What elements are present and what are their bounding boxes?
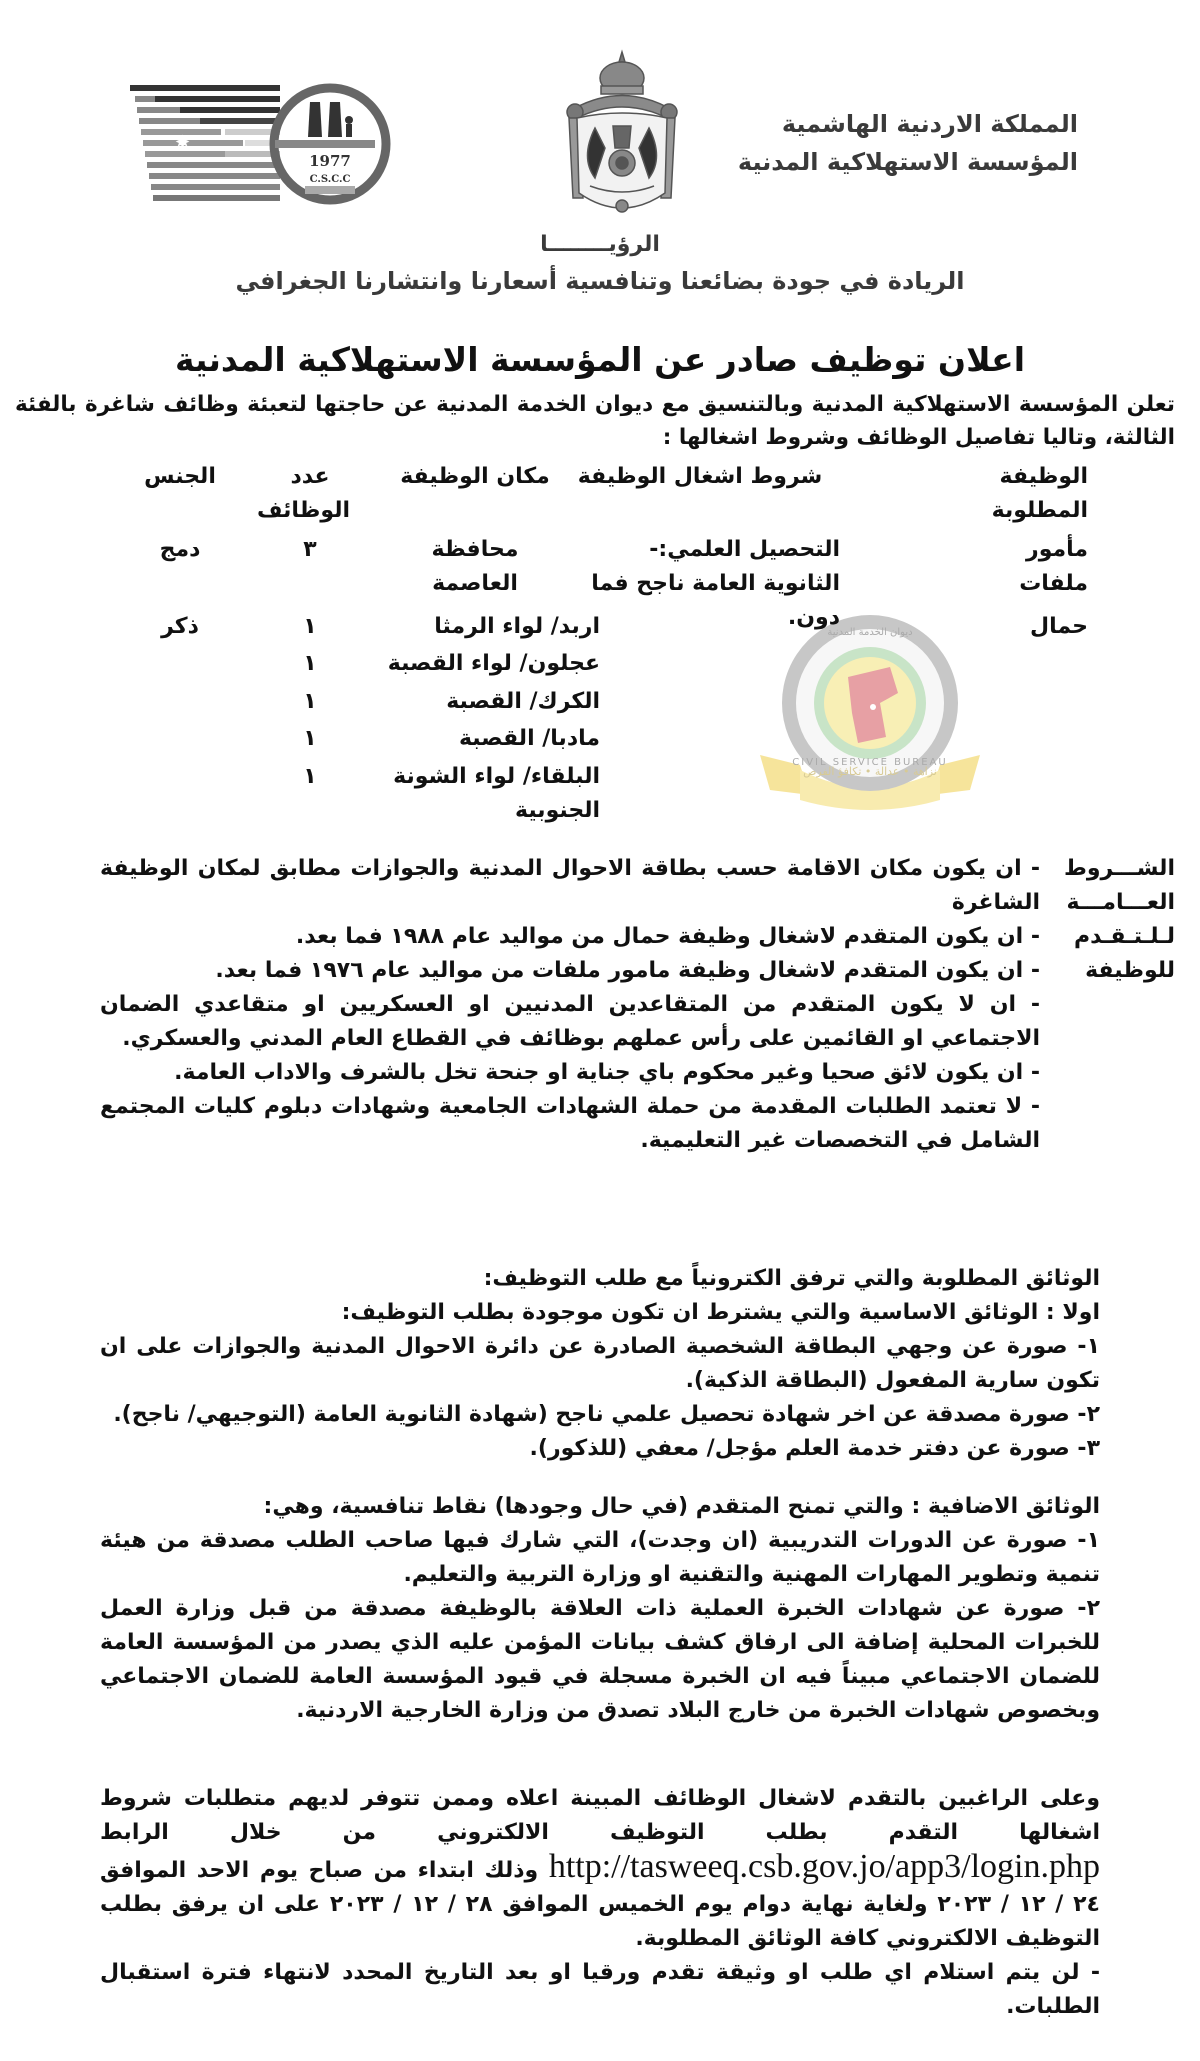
civil-service-bureau-logo-icon [740,605,1000,825]
label-line-3: لـلـتـقـدم [1074,924,1175,949]
csb-english-name: CIVIL SERVICE BUREAU [792,757,948,768]
csb-motto: نزاهة • عدالة • تكافؤ الفرص [803,765,937,778]
application-dates: وذلك ابتداء من صباح يوم الاحد الموافق ٢٤ / ١٢ / ٢٠٢٣ ولغاية نهاية دوام يوم الخميس الموافق ٢٨ / ١٢ / ٢٠٢٣ على ان يرفق بطلب التوظيف الالكتروني كافة الوثائق المطلوبة. [100,1858,1100,1951]
table-row-1-gender: دمج [159,537,201,562]
header-conditions: شروط اشغال الوظيفة [577,464,823,489]
table-row-4-count: ١ [303,689,317,714]
additional-documents-heading: الوثائق الاضافية : والتي تمنح المتقدم (في حال وجودها) نقاط تنافسية، وهي: [263,1494,1100,1519]
document-item: ١- صورة عن وجهي البطاقة الشخصية الصادرة عن دائرة الاحوال المدنية والجوازات على ان تكون سارية المفعول (البطاقة الذكية). [100,1334,1100,1393]
institution-name: المؤسسة الاستهلاكية المدنية [737,148,1078,176]
cscc-logo-icon [125,82,395,207]
table-row-1-conditions: التحصيل العلمي:- الثانوية العامة ناجح فما دون. [591,537,840,630]
jordan-coat-of-arms-icon [555,48,690,223]
announcement-intro: تعلن المؤسسة الاستهلاكية المدنية وبالتنسيق مع ديوان الخدمة المدنية عن حاجتها لتعبئة وظائف شاغرة بالفئة الثالثة، وتاليا تفاصيل الوظائف وشروط اشغالها : [15,392,1175,450]
condition-item: - لا تعتمد الطلبات المقدمة من حملة الشهادات الجامعية وشهادات دبلوم كليات المجتمع الشامل في التخصصات غير التعليمية. [100,1094,1040,1153]
basic-documents-heading: اولا : الوثائق الاساسية والتي يشترط ان تكون موجودة بطلب التوظيف: [341,1300,1100,1325]
label-line-4: للوظيفة [1085,958,1175,983]
required-documents [100,1262,1100,1466]
document-item: ٣- صورة عن دفتر خدمة العلم مؤجل/ معفي (للذكور). [529,1436,1100,1461]
table-row-2-count: ١ [303,614,317,639]
condition-item: - ان يكون المتقدم لاشغال وظيفة مامور ملفات من مواليد عام ١٩٧٦ فما بعد. [215,958,1040,983]
organization-name [718,105,1078,181]
table-row-1-job: مأمور ملفات [1019,537,1088,596]
condition-item: - ان يكون لائق صحيا وغير محكوم باي جناية او جنحة تخل بالشرف والاداب العامة. [174,1060,1040,1085]
vision-statement: الريادة في جودة بضائعنا وتنافسية أسعارنا وانتشارنا الجغرافي [235,267,965,295]
table-row-6-count: ١ [303,764,317,789]
label-line-1: الشـــروط [1064,856,1175,881]
table-row-3-location: عجلون/ لواء القصبة [387,651,600,676]
table-row-1-location: محافظة العاصمة [431,537,519,596]
kingdom-name: المملكة الاردنية الهاشمية [781,110,1078,138]
table-row-1-count: ٣ [303,537,317,562]
header-location: مكان الوظيفة [400,464,550,489]
table-row-4-location: الكرك/ القصبة [446,689,600,714]
application-text: وعلى الراغبين بالتقدم لاشغال الوظائف المبينة اعلاه وممن تتوفر لديهم متطلبات شروط اشغالها التقدم بطلب التوظيف الالكتروني من خلال الرابط [100,1786,1100,1845]
announcement-title: اعلان توظيف صادر عن المؤسسة الاستهلاكية المدنية [174,340,1026,379]
required-documents-heading: الوثائق المطلوبة والتي ترفق الكترونياً مع طلب التوظيف: [483,1266,1100,1291]
application-link[interactable]: http://tasweeq.csb.gov.jo/app3/login.php [548,1848,1100,1885]
application-instructions [100,1782,1100,2024]
condition-item: - ان لا يكون المتقدم من المتقاعدين المدنيين او العسكريين او متقاعدي الضمان الاجتماعي او القائمين على رأس عملهم بوظائف في القطاع العام المدني والعسكري. [100,992,1040,1051]
vision-title: الرؤيــــــــا [540,232,660,257]
cscc-abbr: C.S.C.C [309,174,351,185]
header-gender: الجنس [144,464,216,489]
label-line-2: العـــامـــة [1066,890,1175,915]
application-note: - لن يتم استلام اي طلب او وثيقة تقدم ورقيا او بعد التاريخ المحدد لانتهاء فترة استقبال الطلبات. [100,1960,1100,2019]
table-row-2-job: حمال [1030,614,1088,639]
general-conditions-label [1055,852,1175,988]
document-item: ١- صورة عن الدورات التدريبية (ان وجدت)، التي شارك فيها صاحب الطلب مصدقة من هيئة تنمية وتطوير المهارات المهنية والتقنية او وزارة التربية والتعليم. [100,1528,1100,1587]
table-row-6-location: البلقاء/ لواء الشونة الجنوبية [393,764,600,823]
document-item: ٢- صورة عن شهادات الخبرة العملية ذات العلاقة بالوظيفة مصدقة من قبل وزارة العمل للخبرات المحلية إضافة الى ارفاق كشف بيانات المؤمن عليه الذي يصدر من المؤسسة العامة للضمان الاجتماعي مبيناً فيه ان الخبرة مسجلة في قيود المؤسسة العامة للضمان الاجتماعي وبخصوص شهادات الخبرة من خارج البلاد تصدق من وزارة الخارجية الاردنية. [100,1596,1100,1723]
condition-item: - ان يكون مكان الاقامة حسب بطاقة الاحوال المدنية والجوازات مطابق لمكان الوظيفة الشاغرة [100,856,1040,915]
condition-item: - ان يكون المتقدم لاشغال وظيفة حمال من مواليد عام ١٩٨٨ فما بعد. [295,924,1040,949]
table-row-2-location: اربد/ لواء الرمثا [434,614,600,639]
header-count: عدد الوظائف [256,464,350,523]
csb-arabic-name: ديوان الخدمة المدنية [827,627,913,638]
cscc-year: 1977 [309,152,351,170]
table-row-3-count: ١ [303,651,317,676]
table-row-5-count: ١ [303,726,317,751]
svg-text:✸: ✸ [175,132,191,153]
general-conditions-list [100,852,1040,1158]
document-item: ٢- صورة مصدقة عن اخر شهادة تحصيل علمي ناجح (شهادة الثانوية العامة (التوجيهي/ ناجح). [113,1402,1100,1427]
table-row-2-gender: ذكر [161,614,199,639]
additional-documents [100,1490,1100,1728]
header-job: الوظيفة المطلوبة [991,464,1088,523]
table-row-5-location: مادبا/ القصبة [458,726,600,751]
